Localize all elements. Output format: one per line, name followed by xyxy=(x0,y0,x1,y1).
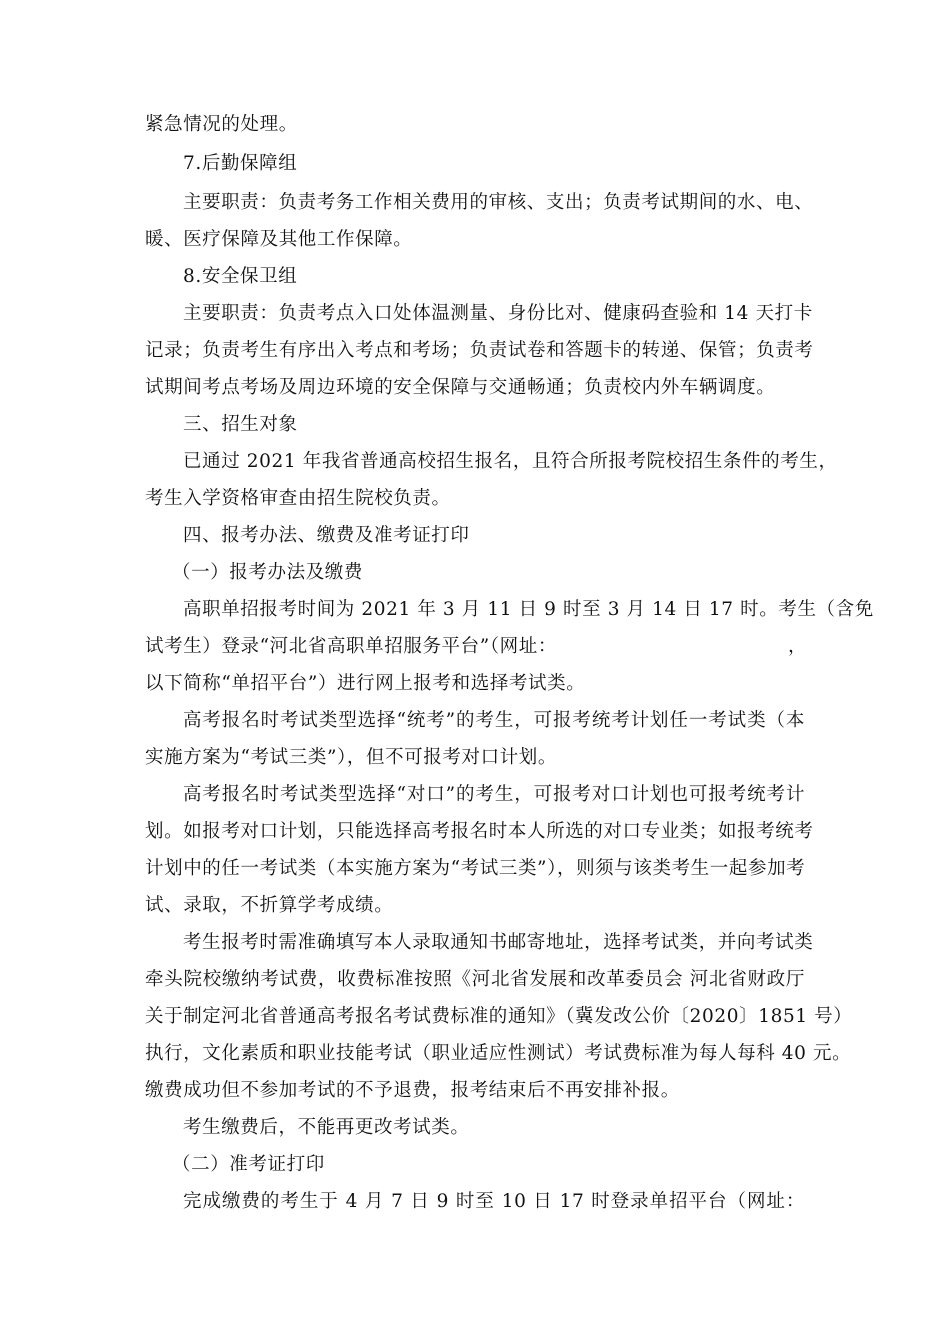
text-line: 关于制定河北省普通高考报名考试费标准的通知》（冀发改公价〔2020〕1851 号） xyxy=(145,1006,853,1027)
section-heading: 三、招生对象 xyxy=(183,414,298,435)
subsection-heading: （二）准考证打印 xyxy=(172,1154,325,1175)
text-line: 记录；负责考生有序出入考点和考场；负责试卷和答题卡的转递、保管；负责考 xyxy=(145,340,814,361)
text-line: 暖、医疗保障及其他工作保障。 xyxy=(145,229,413,250)
text-line: 主要职责：负责考务工作相关费用的审核、支出；负责考试期间的水、电、 xyxy=(183,192,814,213)
text-line: 高考报名时考试类型选择“统考”的考生，可报考统考计划任一考试类（本 xyxy=(183,710,805,731)
text-line: 划。如报考对口计划，只能选择高考报名时本人所选的对口专业类；如报考统考 xyxy=(145,821,814,842)
text-line: 紧急情况的处理。 xyxy=(145,114,298,135)
text-line: 考生缴费后，不能再更改考试类。 xyxy=(183,1117,470,1138)
text-line: 实施方案为“考试三类”），但不可报考对口计划。 xyxy=(145,747,557,768)
text-line: 以下简称“单招平台”）进行网上报考和选择考试类。 xyxy=(145,673,586,694)
text-line: 考生报考时需准确填写本人录取通知书邮寄地址，选择考试类，并向考试类 xyxy=(183,932,814,953)
section-heading: 8.安全保卫组 xyxy=(183,266,298,287)
text-line: 主要职责：负责考点入口处体温测量、身份比对、健康码查验和 14 天打卡 xyxy=(183,303,813,324)
text-line: 已通过 2021 年我省普通高校招生报名，且符合所报考院校招生条件的考生， xyxy=(183,451,838,472)
text-line: ， xyxy=(788,636,808,657)
text-line: 考生入学资格审查由招生院校负责。 xyxy=(145,488,451,509)
text-line: 牵头院校缴纳考试费，收费标准按照《河北省发展和改革委员会 河北省财政厅 xyxy=(145,969,805,990)
text-line: 高职单招报考时间为 2021 年 3 月 11 日 9 时至 3 月 14 日 17 时。考生（含免 xyxy=(183,599,874,620)
text-line: 计划中的任一考试类（本实施方案为“考试三类”），则须与该类考生一起参加考 xyxy=(145,858,806,879)
section-heading: 四、报考办法、缴费及准考证打印 xyxy=(183,525,470,546)
text-line: 高考报名时考试类型选择“对口”的考生，可报考对口计划也可报考统考计 xyxy=(183,784,805,805)
text-line: 完成缴费的考生于 4 月 7 日 9 时至 10 日 17 时登录单招平台（网址： xyxy=(183,1191,805,1212)
subsection-heading: （一）报考办法及缴费 xyxy=(172,562,364,583)
text-line: 执行，文化素质和职业技能考试（职业适应性测试）考试费标准为每人每科 40 元。 xyxy=(145,1043,852,1064)
text-line: 试、录取，不折算学考成绩。 xyxy=(145,895,394,916)
section-heading: 7.后勤保障组 xyxy=(183,153,298,174)
text-line: 试考生）登录“河北省高职单招服务平台”（网址： xyxy=(145,636,557,657)
text-line: 试期间考点考场及周边环境的安全保障与交通畅通；负责校内外车辆调度。 xyxy=(145,377,776,398)
text-line: 缴费成功但不参加考试的不予退费，报考结束后不再安排补报。 xyxy=(145,1080,680,1101)
